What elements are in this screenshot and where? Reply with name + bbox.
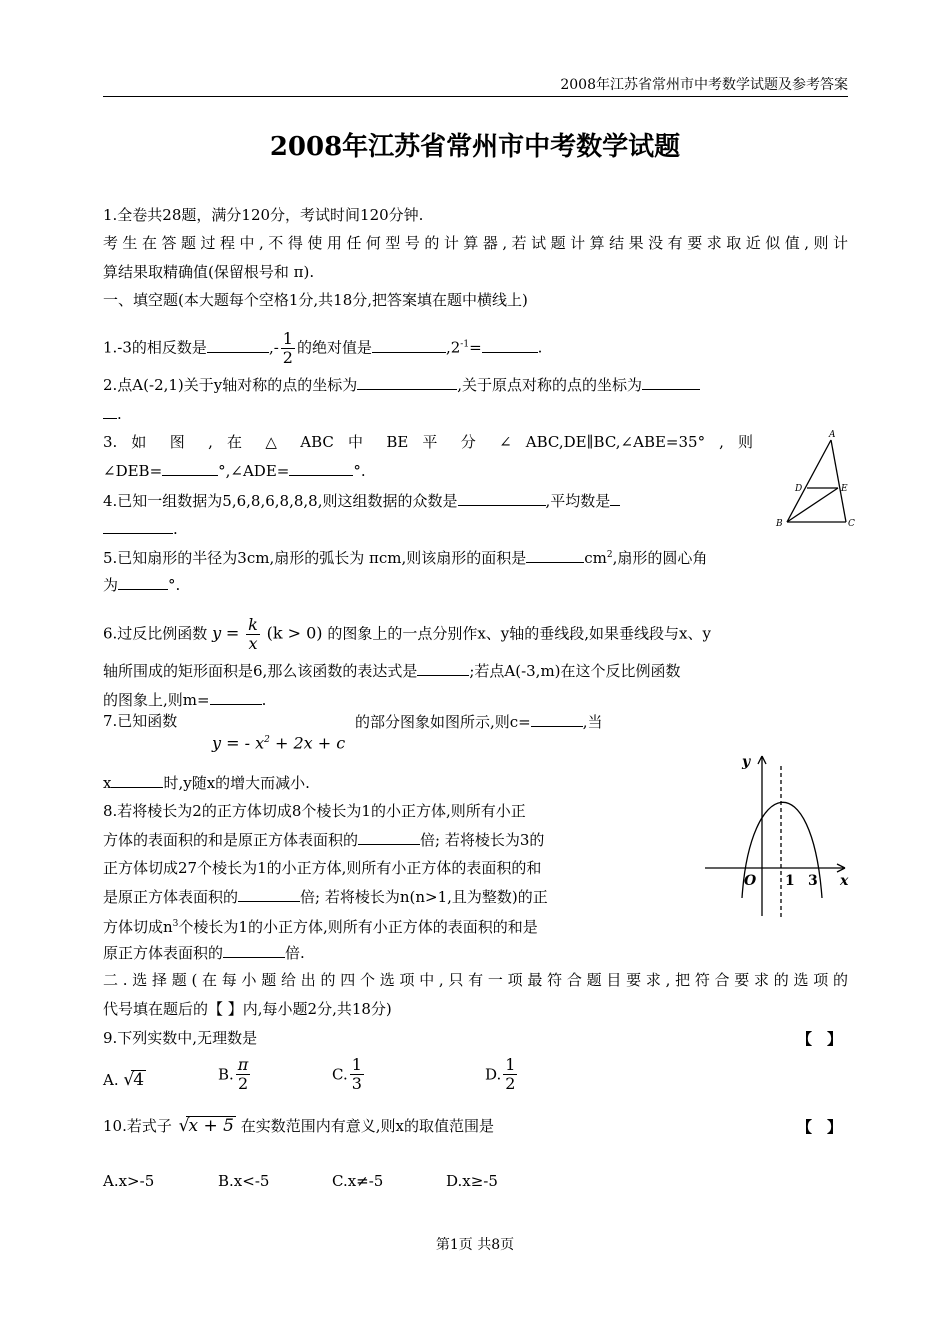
- question-8-line6: [103, 942, 305, 963]
- q10-text-2: 在实数范围内有意义,则x的取值范围是: [240, 1117, 494, 1135]
- q5-blank-2[interactable]: [118, 574, 168, 590]
- q10-answer-bracket[interactable]: 【 】: [797, 1118, 843, 1136]
- q9-option-d-label: D.: [485, 1065, 502, 1084]
- instruction-line-2: 考生在答题过程中,不得使用任何型号的计算器,若试题计算结果没有要求取近似值,则计: [103, 234, 848, 252]
- q10-option-d[interactable]: D.x≥-5: [446, 1172, 498, 1190]
- q7-text-3: ,当: [582, 713, 603, 731]
- q8-text-5b: 个棱长为1的小正方体,则所有小正方体的表面积的和是: [178, 918, 538, 936]
- question-3-line1: 3. 如 图 , 在 △ ABC 中 BE 平 分 ∠ ABC,DE∥BC,∠ABE=35° , 则: [103, 433, 753, 451]
- q3-text-3: °.: [353, 462, 366, 480]
- q1-exponent: -1: [460, 339, 470, 350]
- q9-option-d[interactable]: [485, 1056, 519, 1093]
- q6-frac-x: x: [248, 634, 258, 653]
- q7-formula-sq: 2: [264, 735, 270, 745]
- q8-text-4a: 是原正方体表面积的: [103, 888, 239, 906]
- instruction-line-1: 1.全卷共28题，满分120分，考试时间120分钟.: [103, 206, 424, 224]
- q1-text-1: 1.-3的相反数是: [103, 338, 207, 357]
- question-8-line3: 正方体切成27个棱长为1的小正方体,则所有小正方体的表面积的和: [103, 859, 542, 877]
- q1-frac-den: 2: [282, 348, 293, 367]
- q6-y: y: [212, 623, 222, 643]
- q1-frac-num: 1: [282, 329, 293, 348]
- q6-text-3: 轴所围成的矩形面积是6,那么该函数的表达式是: [103, 662, 418, 680]
- section2-line2: 代号填在题后的【 】内,每小题2分,共18分): [103, 1000, 392, 1018]
- parabola-figure: [700, 748, 856, 920]
- question-6: [103, 616, 711, 653]
- q9-b-num: π: [237, 1055, 249, 1074]
- side-ab: [787, 440, 831, 522]
- x-axis-label: x: [840, 873, 849, 889]
- q9-c-den: 3: [351, 1074, 362, 1093]
- question-2-cont: [103, 403, 122, 424]
- q4-blank-1[interactable]: [458, 490, 546, 506]
- page-title: 2008年江苏省常州市中考数学试题: [269, 132, 681, 162]
- q8-blank-1[interactable]: [358, 829, 420, 845]
- q6-fraction: [246, 616, 260, 653]
- q9-option-a-radicand: 4: [133, 1070, 145, 1090]
- q3-blank-1[interactable]: [162, 460, 218, 476]
- q6-blank-1[interactable]: [417, 660, 469, 676]
- q6-eq: =: [225, 623, 240, 643]
- q8-blank-2[interactable]: [238, 886, 300, 902]
- q8-text-2b: 倍; 若将棱长为3的: [420, 831, 545, 849]
- q9-option-d-frac: [503, 1056, 517, 1093]
- q6-text-1: 6.过反比例函数: [103, 624, 208, 643]
- q4-blank-2a[interactable]: [610, 490, 620, 506]
- question-4: [103, 490, 620, 511]
- origin-label: O: [744, 873, 757, 889]
- q4-text-3: .: [173, 520, 178, 538]
- question-7-line2: [103, 772, 310, 793]
- side-ac: [831, 440, 846, 522]
- q9-option-c-label: C.: [332, 1065, 348, 1084]
- question-1: [103, 330, 542, 367]
- question-7-text: [355, 711, 603, 732]
- q8-text-6a: 原正方体表面积的: [103, 944, 224, 962]
- radical-sign: √: [178, 1116, 190, 1136]
- page-footer: 第1页 共8页: [435, 1237, 515, 1253]
- section1-heading: 一、填空题(本大题每个空格1分,共18分,把答案填在题中横线上): [103, 291, 528, 309]
- q9-c-num: 1: [351, 1055, 362, 1074]
- q9-d-num: 1: [505, 1055, 516, 1074]
- q1-text-6: .: [537, 338, 543, 357]
- question-8-line5: [103, 914, 538, 937]
- q6-text-6: .: [261, 691, 267, 709]
- q7-formula: [212, 730, 345, 753]
- tick-label-3: 3: [808, 873, 818, 889]
- q6-text-5: 的图象上,则m=: [103, 691, 210, 709]
- label-d: D: [795, 484, 803, 494]
- question-4-cont: [103, 518, 178, 539]
- q4-text-2: ,平均数是: [545, 492, 611, 510]
- header-rule: [103, 96, 848, 97]
- q5-sup: 2: [606, 550, 613, 560]
- q9-option-b[interactable]: [218, 1056, 252, 1093]
- q6-blank-2[interactable]: [210, 689, 262, 705]
- q3-text-1: ∠DEB=: [103, 462, 163, 480]
- q10-option-a[interactable]: A.x>-5: [103, 1172, 155, 1190]
- q3-text-2: °,∠ADE=: [218, 462, 290, 480]
- q1-blank-3[interactable]: [482, 337, 538, 353]
- instruction-line-3: 算结果取精确值(保留根号和 π).: [103, 263, 315, 281]
- question-3-line2: [103, 460, 366, 481]
- q2-blank-2b[interactable]: [103, 403, 117, 419]
- q6-condition: (k > 0): [266, 623, 323, 643]
- question-5-cont: [103, 574, 180, 595]
- radical-sign: √: [123, 1070, 135, 1090]
- q9-option-a[interactable]: [103, 1070, 146, 1090]
- q7-blank-2[interactable]: [111, 772, 163, 788]
- q10-option-b[interactable]: B.x<-5: [218, 1172, 270, 1190]
- q5-text-5: °.: [168, 576, 181, 594]
- q7-blank-1[interactable]: [531, 711, 583, 727]
- q9-answer-bracket[interactable]: 【 】: [797, 1030, 843, 1048]
- tick-label-1: 1: [785, 873, 795, 889]
- q2-blank-2a[interactable]: [642, 374, 700, 390]
- q5-text-1: 5.已知扇形的半径为3cm,扇形的弧长为 πcm,则该扇形的面积是: [103, 549, 527, 567]
- q8-blank-3[interactable]: [223, 942, 285, 958]
- q2-blank-1[interactable]: [357, 374, 457, 390]
- q5-blank-1[interactable]: [526, 547, 584, 563]
- q1-text-3: 的绝对值是: [296, 338, 372, 357]
- question-6-line2: [103, 660, 681, 681]
- q7-formula-a: y = - x: [212, 733, 265, 753]
- q7-text-4: x: [103, 774, 112, 792]
- q5-text-3: ,扇形的圆心角: [612, 549, 708, 567]
- q5-text-4: 为: [103, 576, 119, 594]
- q2-text-1: 2.点A(-2,1)关于y轴对称的点的坐标为: [103, 376, 358, 394]
- q8-text-4b: 倍; 若将棱长为n(n>1,且为整数)的正: [300, 888, 548, 906]
- q6-text-2: 的图象上的一点分别作x、y轴的垂线段,如果垂线段与x、y: [327, 624, 711, 643]
- q1-text-4: ,2: [445, 338, 461, 357]
- q9-option-c-frac: [350, 1056, 364, 1093]
- q7-text-5: 时,y随x的增大而减小.: [163, 774, 310, 792]
- q9-option-b-frac: [236, 1056, 251, 1093]
- q6-frac-k: k: [248, 615, 258, 634]
- q9-option-a-label: A.: [103, 1071, 119, 1089]
- q8-text-5a: 方体切成n: [103, 918, 173, 936]
- question-2: [103, 374, 700, 395]
- q9-d-den: 2: [505, 1074, 516, 1093]
- y-axis-label: y: [742, 754, 751, 770]
- q1-blank-2[interactable]: [372, 337, 446, 353]
- q9-option-c[interactable]: [332, 1056, 366, 1093]
- label-c: C: [848, 519, 855, 529]
- section2-line1: 二.选择题(在每小题给出的四个选项中,只有一项最符合题目要求,把符合要求的选项的: [103, 971, 848, 989]
- q10-option-c[interactable]: C.x≠-5: [332, 1172, 384, 1190]
- q4-text-1: 4.已知一组数据为5,6,8,6,8,8,8,则这组数据的众数是: [103, 492, 458, 510]
- question-8-line2: [103, 829, 544, 850]
- q10-radicand: x + 5: [188, 1116, 234, 1136]
- question-10: [103, 1116, 494, 1136]
- q1-blank-1[interactable]: [207, 337, 269, 353]
- q8-text-6b: 倍.: [285, 944, 305, 962]
- question-9-stem: 9.下列实数中,无理数是: [103, 1029, 258, 1047]
- running-header: 2008年江苏省常州市中考数学试题及参考答案: [560, 77, 848, 93]
- q4-blank-2b[interactable]: [103, 518, 173, 534]
- q10-text-1: 10.若式子: [103, 1117, 172, 1135]
- q7-formula-b: + 2x + c: [269, 733, 346, 753]
- q2-text-3: .: [117, 405, 122, 423]
- q5-text-2: cm: [584, 549, 607, 567]
- q8-sup: 3: [172, 919, 179, 929]
- question-6-line3: [103, 689, 266, 710]
- q9-option-b-label: B.: [218, 1065, 234, 1084]
- question-8-line1: 8.若将棱长为2的正方体切成8个棱长为1的小正方体,则所有小正: [103, 802, 526, 820]
- q6-text-4: ;若点A(-3,m)在这个反比例函数: [469, 662, 681, 680]
- question-8-line4: [103, 886, 548, 907]
- q3-blank-2[interactable]: [289, 460, 353, 476]
- q1-text-5: =: [469, 338, 482, 357]
- label-b: B: [776, 519, 783, 529]
- question-7-label: 7.已知函数: [103, 712, 178, 730]
- q8-text-2a: 方体的表面积的和是原正方体表面积的: [103, 831, 359, 849]
- question-5: [103, 545, 707, 568]
- q1-text-2: ,-: [268, 338, 279, 357]
- q7-text-2: 的部分图象如图所示,则c=: [355, 713, 531, 731]
- label-e: E: [841, 484, 848, 494]
- q2-text-2: ,关于原点对称的点的坐标为: [457, 376, 643, 394]
- triangle-figure: [774, 428, 860, 532]
- q9-b-den: 2: [237, 1074, 249, 1093]
- label-a: A: [829, 430, 836, 440]
- q1-fraction: [281, 330, 295, 367]
